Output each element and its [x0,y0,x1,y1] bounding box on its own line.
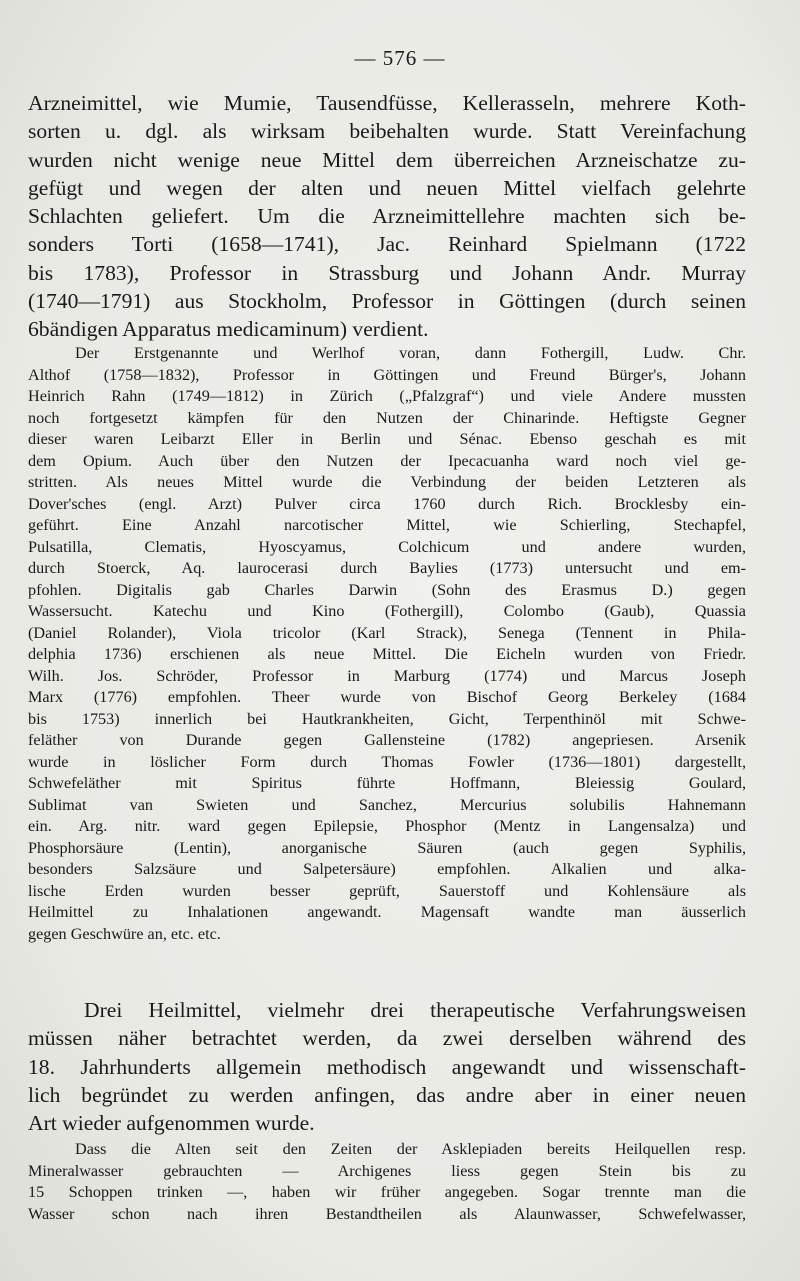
text-line: Dover'sches (engl. Arzt) Pulver circa 1760 durch Rich. Brocklesby ein- [28,494,746,513]
text-line: delphia 1736) erschienen als neue Mittel. Die Eicheln wurden von Friedr. [28,645,746,663]
text-line: Drei Heilmittel, vielmehr drei therapeutische Verfahrungsweisen [84,998,746,1022]
text-line: bis 1783), Professor in Strassburg und Johann Andr. Murray [28,260,746,285]
text-line: pfohlen. Digitalis gab Charles Darwin (Sohn des Erasmus D.) gegen [28,580,746,599]
paragraph-2 [28,343,746,945]
text-line: Heinrich Rahn (1749—1812) in Zürich („Pfalzgraf“) und viele Andere mussten [28,387,746,405]
text-line: dieser waren Leibarzt Eller in Berlin und Sénac. Ebenso geschah es mit [28,430,746,448]
text-line: 15 Schoppen trinken —, haben wir früher angegeben. Sogar trennte man die [28,1183,746,1201]
paragraph-4 [28,1139,746,1225]
text-line: (1740—1791) aus Stockholm, Professor in Göttingen (durch seinen [28,289,746,314]
text-line: 18. Jahrhunderts allgemein methodisch angewandt und wissenschaft- [28,1054,746,1079]
text-line: stritten. Als neues Mittel wurde die Verbindung der beiden Letzteren als [28,473,746,491]
text-line: gegen Geschwüre an, etc. etc. [28,924,221,943]
text-line: lich begründet zu werden anfingen, das andre aber in einer neuen [28,1082,746,1107]
text-line: Der Erstgenannte und Werlhof voran, dann Fothergill, Ludw. Chr. [75,344,746,362]
text-line: 6bändigen Apparatus medicaminum) verdient. [28,317,429,342]
text-line: Wasser schon nach ihren Bestandtheilen als Alaunwasser, Schwefelwasser, [28,1204,746,1223]
text-line: sorten u. dgl. als wirksam beibehalten wurde. Statt Vereinfachung [28,119,746,144]
text-line: wurde in löslicher Form durch Thomas Fowler (1736—1801) dargestellt, [28,752,746,771]
text-line: wurden nicht wenige neue Mittel dem überreichen Arzneischatze zu- [28,147,746,172]
text-line: Schwefeläther mit Spiritus führte Hoffmann, Bleiessig Goulard, [28,774,746,792]
text-line: (Daniel Rolander), Viola tricolor (Karl Strack), Senega (Tennent in Phila- [28,623,746,642]
text-line: Wilh. Jos. Schröder, Professor in Marburg (1774) und Marcus Joseph [28,666,746,685]
text-line: Sublimat van Swieten und Sanchez, Mercurius solubilis Hahnemann [28,795,746,814]
text-line: lische Erden wurden besser geprüft, Sauerstoff und Kohlensäure als [28,881,746,900]
text-line: Marx (1776) empfohlen. Theer wurde von Bischof Georg Berkeley (1684 [28,688,746,706]
text-line: Art wieder aufgenommen wurde. [28,1111,315,1136]
text-line: ein. Arg. nitr. ward gegen Epilepsie, Phosphor (Mentz in Langensalza) und [28,817,746,835]
text-line: Phosphorsäure (Lentin), anorganische Säuren (auch gegen Syphilis, [28,838,746,857]
text-line: durch Stoerck, Aq. laurocerasi durch Baylies (1773) untersucht und em- [28,559,746,577]
text-line: müssen näher betrachtet werden, da zwei derselben während des [28,1026,746,1051]
text-line: gefügt und wegen der alten und neuen Mittel vielfach gelehrte [28,175,746,200]
text-line: bis 1753) innerlich bei Hautkrankheiten, Gicht, Terpenthinöl mit Schwe- [28,709,746,728]
text-line: Althof (1758—1832), Professor in Göttingen und Freund Bürger's, Johann [28,365,746,384]
text-line: sonders Torti (1658—1741), Jac. Reinhard Spielmann (1722 [28,232,746,257]
page-number: — 576 — [354,46,446,70]
text-line: Schlachten geliefert. Um die Arzneimittellehre machten sich be- [28,204,746,229]
paragraph-3 [28,996,746,1137]
text-line: feläther von Durande gegen Gallensteine (1782) angepriesen. Arsenik [28,731,746,749]
text-line: dem Opium. Auch über den Nutzen der Ipecacuanha ward noch viel ge- [28,451,746,470]
text-line: Arzneimittel, wie Mumie, Tausendfüsse, Kellerasseln, mehrere Koth- [28,91,746,115]
text-line: Mineralwasser gebrauchten — Archigenes liess gegen Stein bis zu [28,1161,746,1180]
text-line: Wassersucht. Katechu und Kino (Fothergill), Colombo (Gaub), Quassia [28,602,746,620]
text-line: Pulsatilla, Clematis, Hyoscyamus, Colchicum und andere wurden, [28,537,746,556]
text-line: noch fortgesetzt kämpfen für den Nutzen der Chinarinde. Heftigste Gegner [28,408,746,427]
text-line: geführt. Eine Anzahl narcotischer Mittel, wie Schierling, Stechapfel, [28,516,746,534]
text-line: Dass die Alten seit den Zeiten der Asklepiaden bereits Heilquellen resp. [75,1140,746,1158]
paragraph-1 [28,89,746,344]
text-line: besonders Salzsäure und Salpetersäure) empfohlen. Alkalien und alka- [28,860,746,878]
text-line: Heilmittel zu Inhalationen angewandt. Magensaft wandte man äusserlich [28,903,746,921]
